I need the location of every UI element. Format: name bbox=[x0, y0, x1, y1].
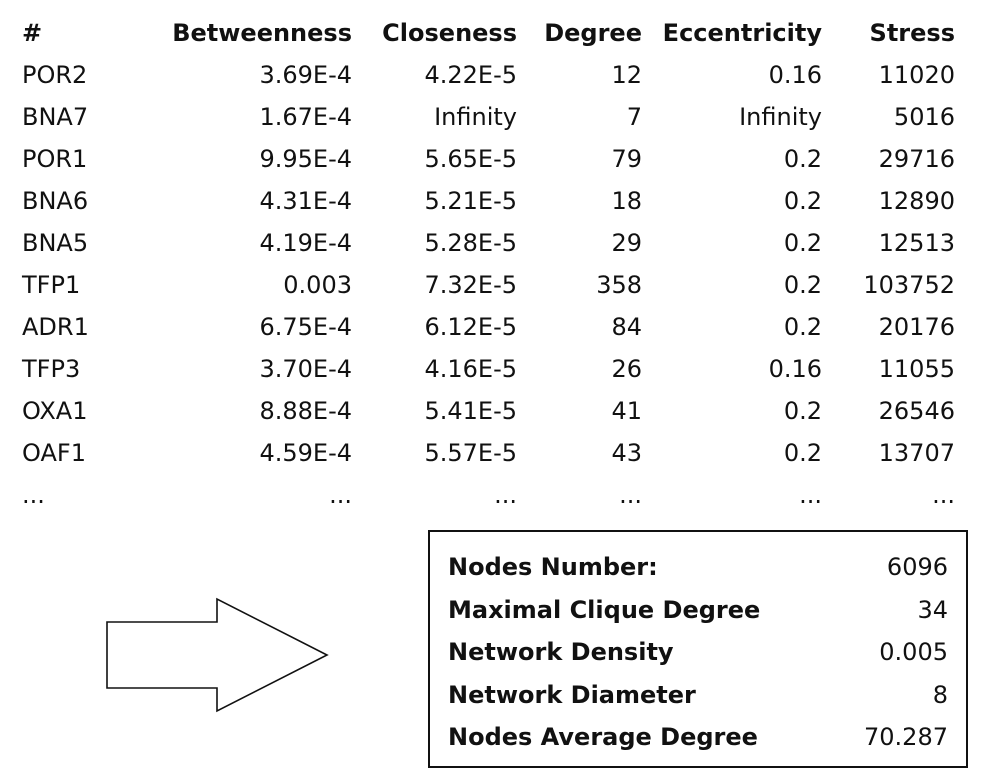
cell-stress: 103752 bbox=[863, 271, 955, 299]
cell-betweenness: 4.31E-4 bbox=[259, 187, 352, 215]
table-row bbox=[22, 264, 955, 306]
summary-value: 8 bbox=[932, 680, 948, 709]
table-row bbox=[22, 474, 955, 516]
cell-stress: 20176 bbox=[878, 313, 955, 341]
cell-betweenness: 1.67E-4 bbox=[259, 103, 352, 131]
summary-label: Nodes Average Degree bbox=[448, 723, 758, 752]
cell-eccentricity: Infinity bbox=[739, 103, 822, 131]
cell-stress: ... bbox=[932, 481, 955, 509]
summary-row bbox=[448, 674, 948, 717]
cell-closeness: 7.32E-5 bbox=[424, 271, 517, 299]
cell-closeness: 4.22E-5 bbox=[424, 61, 517, 89]
summary-value: 34 bbox=[917, 595, 948, 624]
cell-stress: 5016 bbox=[893, 103, 955, 131]
cell-degree: 26 bbox=[611, 355, 642, 383]
cell-betweenness: 3.69E-4 bbox=[259, 61, 352, 89]
table-header-row bbox=[22, 12, 955, 54]
summary-label: Maximal Clique Degree bbox=[448, 595, 761, 624]
table-row bbox=[22, 222, 955, 264]
cell-eccentricity: ... bbox=[799, 481, 822, 509]
cell-stress: 26546 bbox=[878, 397, 955, 425]
cell-eccentricity: 0.16 bbox=[768, 355, 822, 383]
cell-eccentricity: 0.2 bbox=[783, 397, 822, 425]
summary-value: 0.005 bbox=[879, 638, 948, 667]
cell-betweenness: 6.75E-4 bbox=[259, 313, 352, 341]
table-body bbox=[22, 54, 955, 516]
cell-node: ... bbox=[22, 481, 45, 509]
summary-row bbox=[448, 589, 948, 632]
cell-eccentricity: 0.2 bbox=[783, 145, 822, 173]
cell-eccentricity: 0.2 bbox=[783, 229, 822, 257]
cell-eccentricity: 0.2 bbox=[783, 313, 822, 341]
cell-closeness: ... bbox=[494, 481, 517, 509]
cell-degree: 18 bbox=[611, 187, 642, 215]
cell-closeness: 5.65E-5 bbox=[424, 145, 517, 173]
cell-betweenness: 0.003 bbox=[283, 271, 352, 299]
summary-row bbox=[448, 716, 948, 759]
table-row bbox=[22, 96, 955, 138]
cell-betweenness: 4.59E-4 bbox=[259, 439, 352, 467]
cell-degree: 41 bbox=[611, 397, 642, 425]
cell-degree: 12 bbox=[611, 61, 642, 89]
table-row bbox=[22, 432, 955, 474]
cell-betweenness: 8.88E-4 bbox=[259, 397, 352, 425]
cell-closeness: 5.41E-5 bbox=[424, 397, 517, 425]
header-closeness: Closeness bbox=[382, 19, 517, 47]
cell-closeness: 5.57E-5 bbox=[424, 439, 517, 467]
cell-node: BNA7 bbox=[22, 103, 89, 131]
metrics-table bbox=[22, 12, 955, 516]
cell-stress: 12513 bbox=[878, 229, 955, 257]
header-eccentricity: Eccentricity bbox=[662, 19, 822, 47]
cell-degree: 79 bbox=[611, 145, 642, 173]
cell-degree: 358 bbox=[596, 271, 642, 299]
cell-node: TFP3 bbox=[22, 355, 81, 383]
summary-row bbox=[448, 631, 948, 674]
cell-node: POR1 bbox=[22, 145, 88, 173]
cell-betweenness: 3.70E-4 bbox=[259, 355, 352, 383]
cell-betweenness: 9.95E-4 bbox=[259, 145, 352, 173]
cell-closeness: 4.16E-5 bbox=[424, 355, 517, 383]
summary-label: Nodes Number: bbox=[448, 553, 658, 582]
cell-betweenness: 4.19E-4 bbox=[259, 229, 352, 257]
summary-value: 70.287 bbox=[864, 723, 948, 752]
summary-value: 6096 bbox=[886, 553, 948, 582]
cell-node: BNA6 bbox=[22, 187, 89, 215]
cell-closeness: 5.21E-5 bbox=[424, 187, 517, 215]
network-summary-box bbox=[428, 530, 968, 768]
cell-node: ADR1 bbox=[22, 313, 89, 341]
cell-degree: 7 bbox=[626, 103, 642, 131]
cell-node: OAF1 bbox=[22, 439, 86, 467]
cell-closeness: 5.28E-5 bbox=[424, 229, 517, 257]
right-arrow-icon bbox=[105, 597, 335, 713]
cell-eccentricity: 0.2 bbox=[783, 271, 822, 299]
table-row bbox=[22, 306, 955, 348]
table-row bbox=[22, 348, 955, 390]
summary-label: Network Density bbox=[448, 638, 674, 667]
cell-stress: 29716 bbox=[878, 145, 955, 173]
cell-node: OXA1 bbox=[22, 397, 88, 425]
cell-degree: ... bbox=[619, 481, 642, 509]
header-betweenness: Betweenness bbox=[172, 19, 352, 47]
table-row bbox=[22, 180, 955, 222]
cell-eccentricity: 0.2 bbox=[783, 439, 822, 467]
cell-node: POR2 bbox=[22, 61, 88, 89]
table-row bbox=[22, 138, 955, 180]
cell-closeness: Infinity bbox=[434, 103, 517, 131]
arrow-shape bbox=[107, 599, 327, 711]
cell-degree: 84 bbox=[611, 313, 642, 341]
cell-degree: 29 bbox=[611, 229, 642, 257]
cell-stress: 11020 bbox=[878, 61, 955, 89]
header-degree: Degree bbox=[544, 19, 642, 47]
table-row bbox=[22, 54, 955, 96]
cell-eccentricity: 0.16 bbox=[768, 61, 822, 89]
header-node: # bbox=[22, 19, 43, 47]
cell-stress: 13707 bbox=[878, 439, 955, 467]
cell-degree: 43 bbox=[611, 439, 642, 467]
cell-stress: 12890 bbox=[878, 187, 955, 215]
cell-closeness: 6.12E-5 bbox=[424, 313, 517, 341]
cell-eccentricity: 0.2 bbox=[783, 187, 822, 215]
cell-node: TFP1 bbox=[22, 271, 81, 299]
summary-row bbox=[448, 546, 948, 589]
table-row bbox=[22, 390, 955, 432]
header-stress: Stress bbox=[869, 19, 955, 47]
cell-betweenness: ... bbox=[329, 481, 352, 509]
summary-label: Network Diameter bbox=[448, 680, 696, 709]
cell-stress: 11055 bbox=[878, 355, 955, 383]
cell-node: BNA5 bbox=[22, 229, 89, 257]
